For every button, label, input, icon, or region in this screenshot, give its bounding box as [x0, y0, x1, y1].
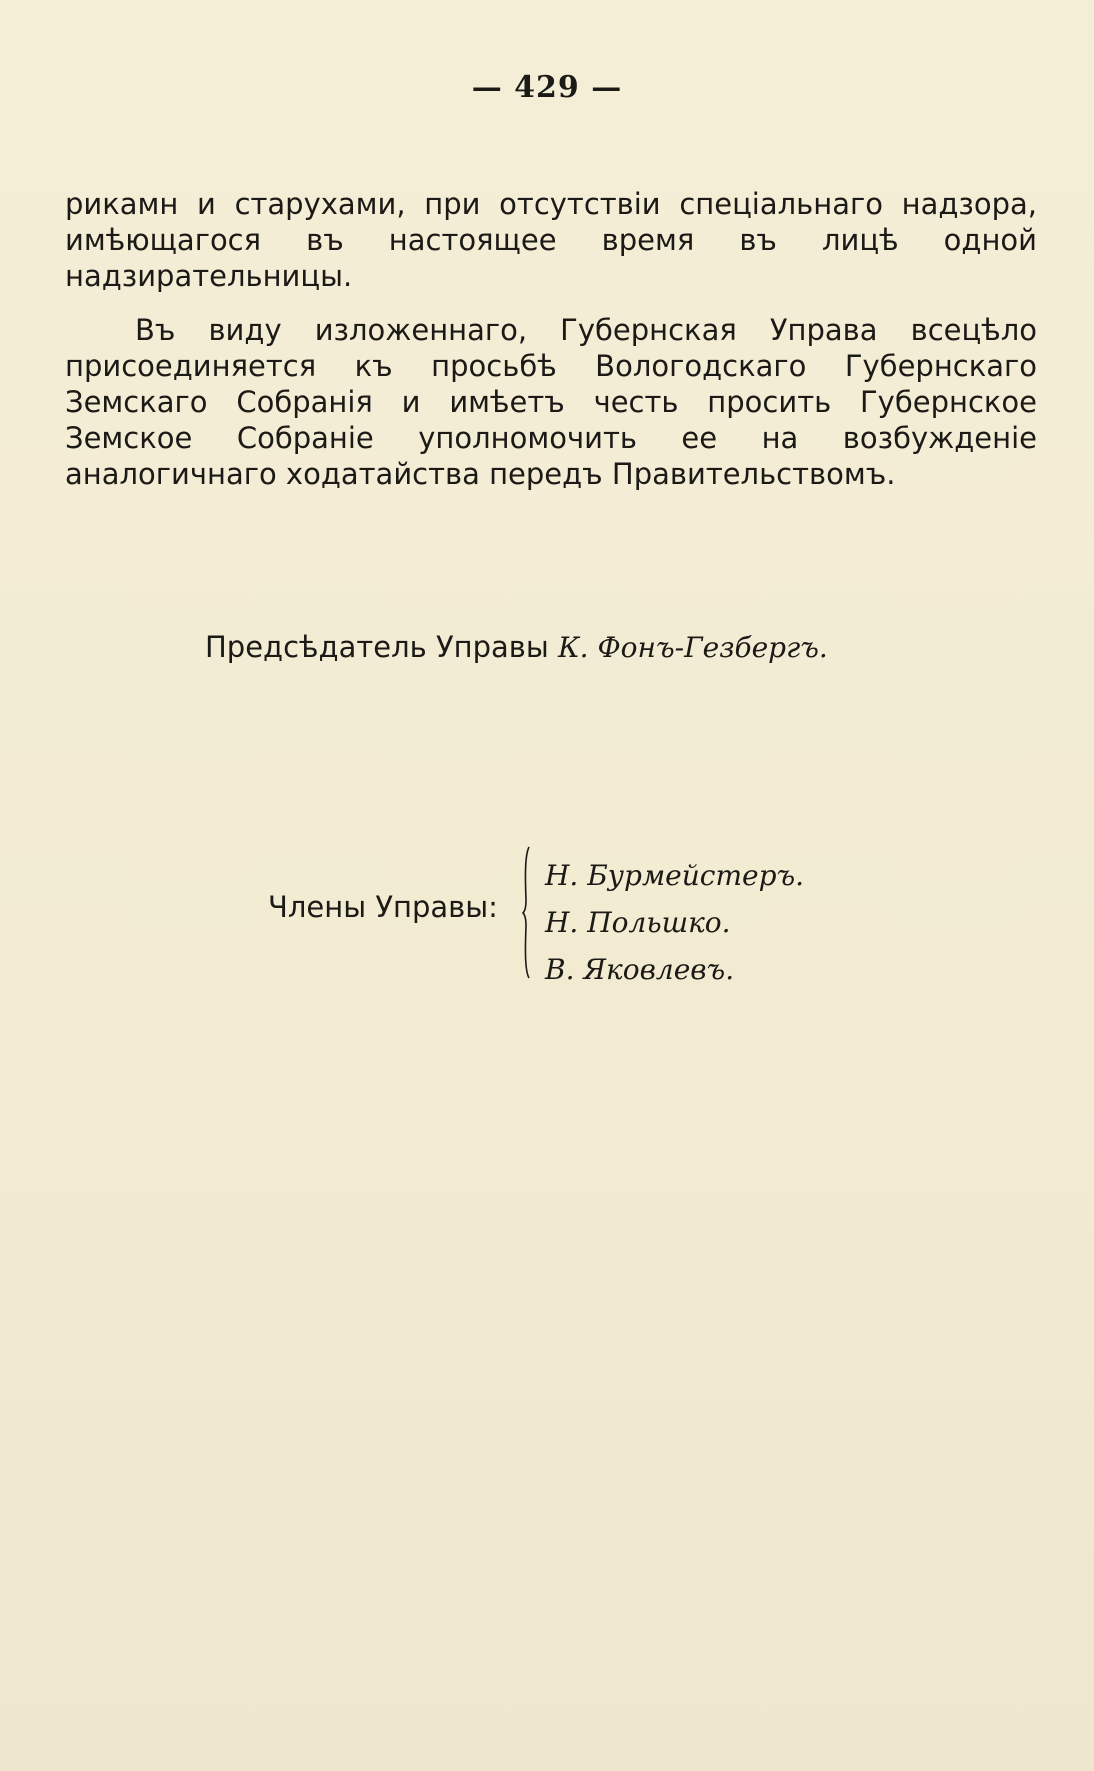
- chairman-signature: [205, 630, 1025, 664]
- chairman-name: К. Фонъ-Гезбергъ.: [557, 631, 828, 664]
- member-name: Н. Бурмейстеръ.: [545, 859, 805, 892]
- member-name: Н. Польшко.: [545, 906, 731, 939]
- paragraph-continuation: рикамн и старухами, при отсутствiи спецiальнаго надзора, имѣющагося въ настоящее время въ лицѣ одной надзирательницы.: [65, 187, 1037, 293]
- chairman-label: Предсѣдатель Управы: [205, 630, 549, 664]
- page-number: — 429 —: [471, 70, 623, 105]
- members-brace: [522, 845, 532, 980]
- member-name: В. Яковлевъ.: [545, 953, 735, 986]
- members-list: [545, 852, 945, 993]
- members-label: Члены Управы:: [268, 890, 498, 924]
- paragraph-conclusion: Въ виду изложеннаго, Губернская Управа всецѣло присоединяется къ просьбѣ Вологодскаго Губернскаго Земскаго Собранiя и имѣетъ честь просить Губернское Земское Собранiе уполномочить ее на возбужденiе аналогичнаго ходатайства передъ Правительствомъ.: [65, 313, 1037, 491]
